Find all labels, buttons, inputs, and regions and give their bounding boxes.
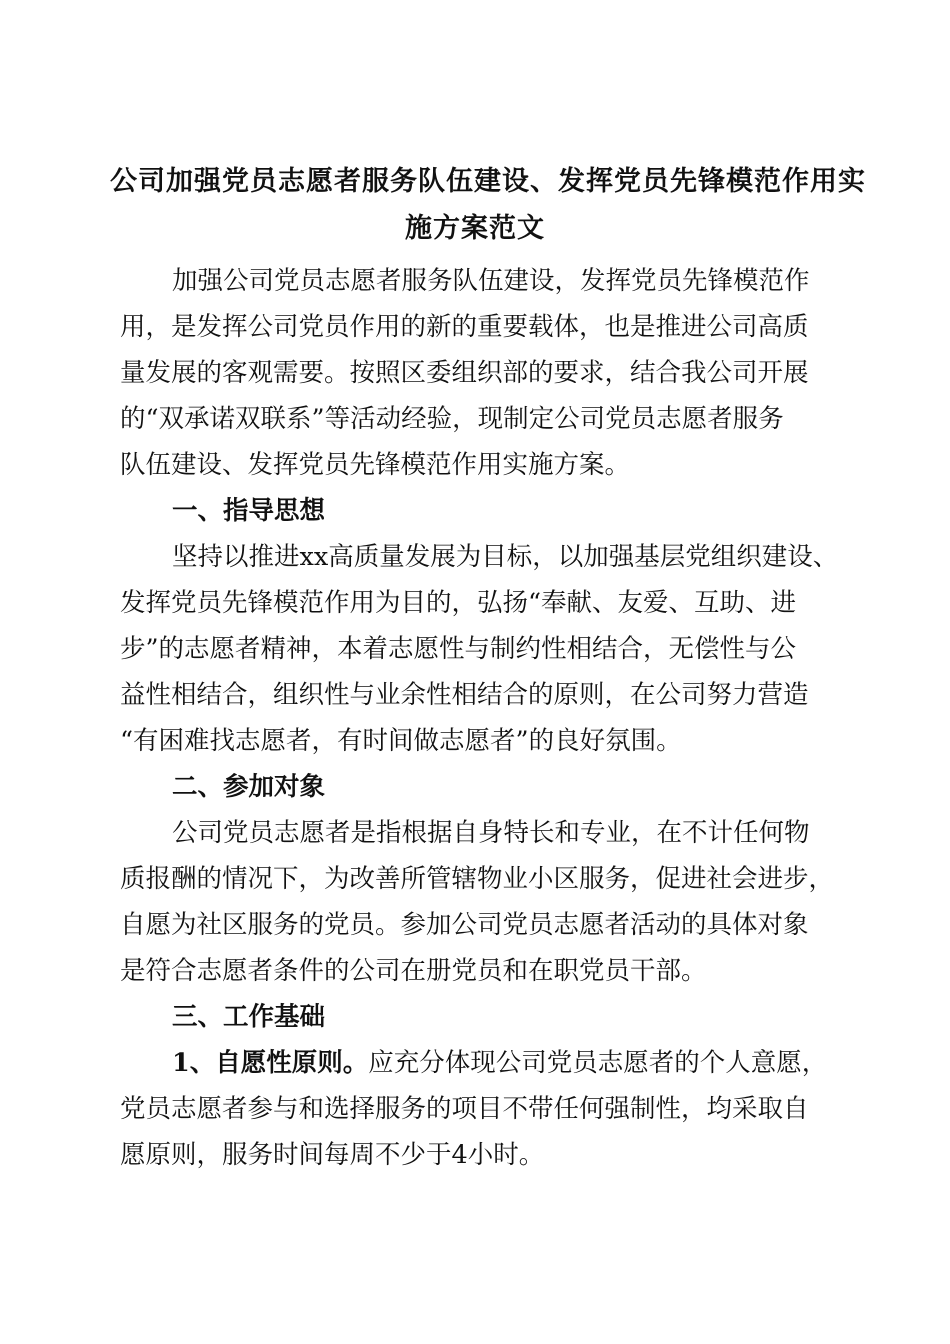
paragraph-line: 愿原则，服务时间每周不少于4小时。 — [120, 1140, 545, 1170]
paragraph-line: 的“双承诺双联系”等活动经验，现制定公司党员志愿者服务 — [120, 404, 784, 434]
paragraph-line: 发挥党员先锋模范作用为目的，弘扬“奉献、友爱、互助、进 — [120, 588, 797, 618]
section-heading: 二、参加对象 — [172, 772, 326, 802]
title-line: 施方案范文 — [405, 213, 545, 244]
section-guiding-ideology — [120, 488, 840, 764]
paragraph-line: 自愿为社区服务的党员。参加公司党员志愿者活动的具体对象 — [120, 910, 809, 940]
paragraph-line: “有困难找志愿者，有时间做志愿者”的良好氛围。 — [120, 726, 682, 756]
item-text: 应充分体现公司党员志愿者的个人意愿， — [368, 1048, 828, 1078]
paragraph-line: 用，是发挥公司党员作用的新的重要载体，也是推进公司高质 — [120, 312, 809, 342]
paragraph-line: 益性相结合，组织性与业余性相结合的原则，在公司努力营造 — [120, 680, 809, 710]
title-line: 公司加强党员志愿者服务队伍建设、发挥党员先锋模范作用实 — [110, 166, 866, 197]
section-work-basis — [120, 994, 840, 1178]
paragraph-line: 是符合志愿者条件的公司在册党员和在职党员干部。 — [120, 956, 707, 986]
document-title — [110, 158, 866, 252]
section-heading: 三、工作基础 — [172, 1002, 326, 1032]
paragraph-line: 加强公司党员志愿者服务队伍建设，发挥党员先锋模范作 — [172, 266, 810, 296]
section-participants — [120, 764, 840, 994]
paragraph-line: 量发展的客观需要。按照区委组织部的要求，结合我公司开展 — [120, 358, 809, 388]
paragraph-line: 步”的志愿者精神，本着志愿性与制约性相结合，无偿性与公 — [120, 634, 797, 664]
paragraph-line — [120, 1040, 840, 1086]
paragraph-line: 坚持以推进xx高质量发展为目标，以加强基层党组织建设、 — [172, 542, 839, 572]
item-label: 1、自愿性原则。 — [172, 1048, 369, 1078]
paragraph-line: 公司党员志愿者是指根据自身特长和专业，在不计任何物 — [172, 818, 810, 848]
paragraph-line: 队伍建设、发挥党员先锋模范作用实施方案。 — [120, 450, 631, 480]
paragraph-line: 质报酬的情况下，为改善所管辖物业小区服务，促进社会进步， — [120, 864, 835, 894]
section-heading: 一、指导思想 — [172, 496, 326, 526]
paragraph-line: 党员志愿者参与和选择服务的项目不带任何强制性，均采取自 — [120, 1094, 809, 1124]
intro-paragraph — [120, 258, 840, 488]
